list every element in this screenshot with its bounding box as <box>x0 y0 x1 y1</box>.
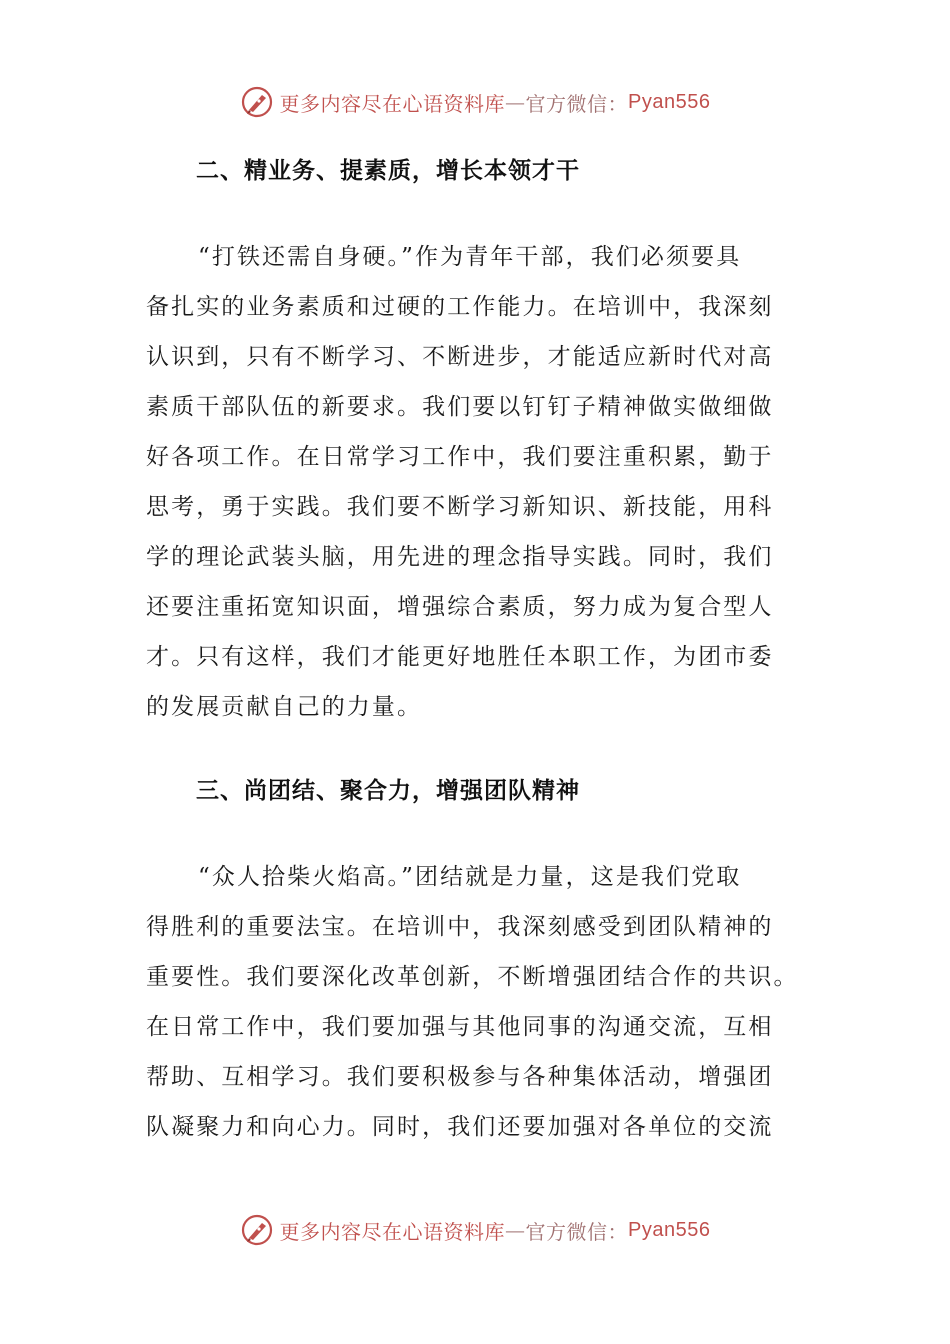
pen-nib-logo-icon <box>240 1213 274 1247</box>
pen-nib-logo-icon <box>240 85 274 119</box>
section-heading-3: 三、尚团结、聚合力，增强团队精神 <box>196 778 580 804</box>
paragraph-line: 在日常工作中，我们要加强与其他同事的沟通交流，互相 <box>146 1014 774 1040</box>
paragraph-line: 帮助、互相学习。我们要积极参与各种集体活动，增强团 <box>146 1064 774 1090</box>
paragraph-line: “打铁还需自身硬。”作为青年干部，我们必须要具 <box>198 244 742 270</box>
watermark-wechat-label: 官方微信： <box>525 91 629 116</box>
paragraph-line: 重要性。我们要深化改革创新，不断增强团结合作的共识。 <box>146 964 799 990</box>
paragraph-line: 思考，勇于实践。我们要不断学习新知识、新技能，用科 <box>146 494 774 520</box>
section-paragraph-3 <box>146 852 806 1152</box>
watermark-separator: — <box>505 90 526 114</box>
paragraph-line: 才。只有这样，我们才能更好地胜任本职工作，为团市委 <box>146 644 774 670</box>
paragraph-line: 还要注重拓宽知识面，增强综合素质，努力成为复合型人 <box>146 594 774 620</box>
watermark-separator: — <box>505 1218 526 1242</box>
paragraph-line: 好各项工作。在日常学习工作中，我们要注重积累，勤于 <box>146 444 774 470</box>
paragraph-line: 学的理论武装头脑，用先进的理念指导实践。同时，我们 <box>146 544 774 570</box>
watermark-brand: 更多内容尽在心语资料库 <box>279 1219 506 1244</box>
header-watermark <box>0 84 950 120</box>
paragraph-line: 素质干部队伍的新要求。我们要以钉钉子精神做实做细做 <box>146 394 774 420</box>
paragraph-line: 备扎实的业务素质和过硬的工作能力。在培训中，我深刻 <box>146 294 774 320</box>
watermark-brand: 更多内容尽在心语资料库 <box>279 91 506 116</box>
paragraph-line: “众人拾柴火焰高。”团结就是力量，这是我们党取 <box>198 864 742 890</box>
section-paragraph-2 <box>146 232 806 732</box>
footer-watermark <box>0 1212 950 1248</box>
paragraph-line: 的发展贡献自己的力量。 <box>146 694 423 720</box>
watermark-wechat-label: 官方微信： <box>525 1219 629 1244</box>
paragraph-line: 队凝聚力和向心力。同时，我们还要加强对各单位的交流 <box>146 1114 774 1140</box>
watermark-wechat-id: Pyan556 <box>628 1218 711 1241</box>
section-heading-2: 二、精业务、提素质，增长本领才干 <box>196 158 580 184</box>
watermark-wechat-id: Pyan556 <box>628 90 711 113</box>
paragraph-line: 得胜利的重要法宝。在培训中，我深刻感受到团队精神的 <box>146 914 774 940</box>
paragraph-line: 认识到，只有不断学习、不断进步，才能适应新时代对高 <box>146 344 774 370</box>
